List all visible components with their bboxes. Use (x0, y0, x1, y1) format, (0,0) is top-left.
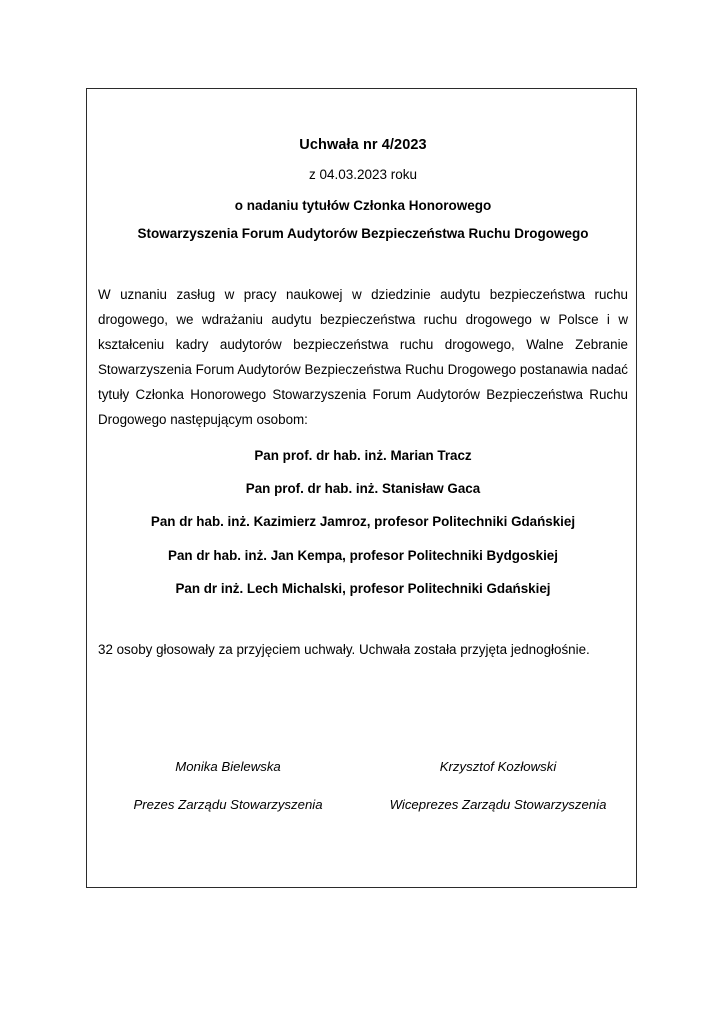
document-subtitle-line-2: Stowarzyszenia Forum Audytorów Bezpieczeństwa Ruchu Drogowego (137, 225, 589, 241)
list-item: Pan dr inż. Lech Michalski, profesor Politechniki Gdańskiej (175, 580, 551, 596)
list-item: Pan prof. dr hab. inż. Stanisław Gaca (245, 481, 481, 497)
signature-block (93, 759, 633, 813)
vote-result-text: 32 osoby głosowały za przyjęciem uchwały. Uchwała została przyjęta jednogłośnie. (98, 641, 590, 657)
document-subtitle-line-1: o nadaniu tytułów Członka Honorowego (234, 197, 492, 213)
document-frame (86, 88, 637, 888)
signatory-name: Monika Bielewska (175, 759, 281, 774)
signatory-role: Wiceprezes Zarządu Stowarzyszenia (389, 796, 607, 812)
honorees-list (93, 448, 633, 596)
signatory-name: Krzysztof Kozłowski (439, 759, 557, 774)
list-item: Pan dr hab. inż. Kazimierz Jamroz, profesor Politechniki Gdańskiej (150, 514, 576, 530)
document-title: Uchwała nr 4/2023 (299, 137, 427, 153)
body-paragraph: W uznaniu zasług w pracy naukowej w dziedzinie audytu bezpieczeństwa ruchu drogowego, we wdrażaniu audytu bezpieczeństwa ruchu drogowego w Polsce i w kształceniu kadry audytorów bezpieczeństwa ruchu drogowego, Walne Zebranie Stowarzyszenia Forum Audytorów Bezpieczeństwa Ruchu Drogowego postanawia nadać tytuły Członka Honorowego Stowarzyszenia Forum Audytorów Bezpieczeństwa Ruchu Drogowego następującym osobom: (98, 286, 628, 428)
signature-column-president (93, 759, 363, 813)
document-date: z 04.03.2023 roku (308, 167, 418, 183)
list-item: Pan dr hab. inż. Jan Kempa, profesor Politechniki Bydgoskiej (168, 547, 558, 563)
signatory-role: Prezes Zarządu Stowarzyszenia (133, 796, 323, 812)
list-item: Pan prof. dr hab. inż. Marian Tracz (254, 448, 472, 464)
signature-column-vice-president (363, 759, 633, 813)
